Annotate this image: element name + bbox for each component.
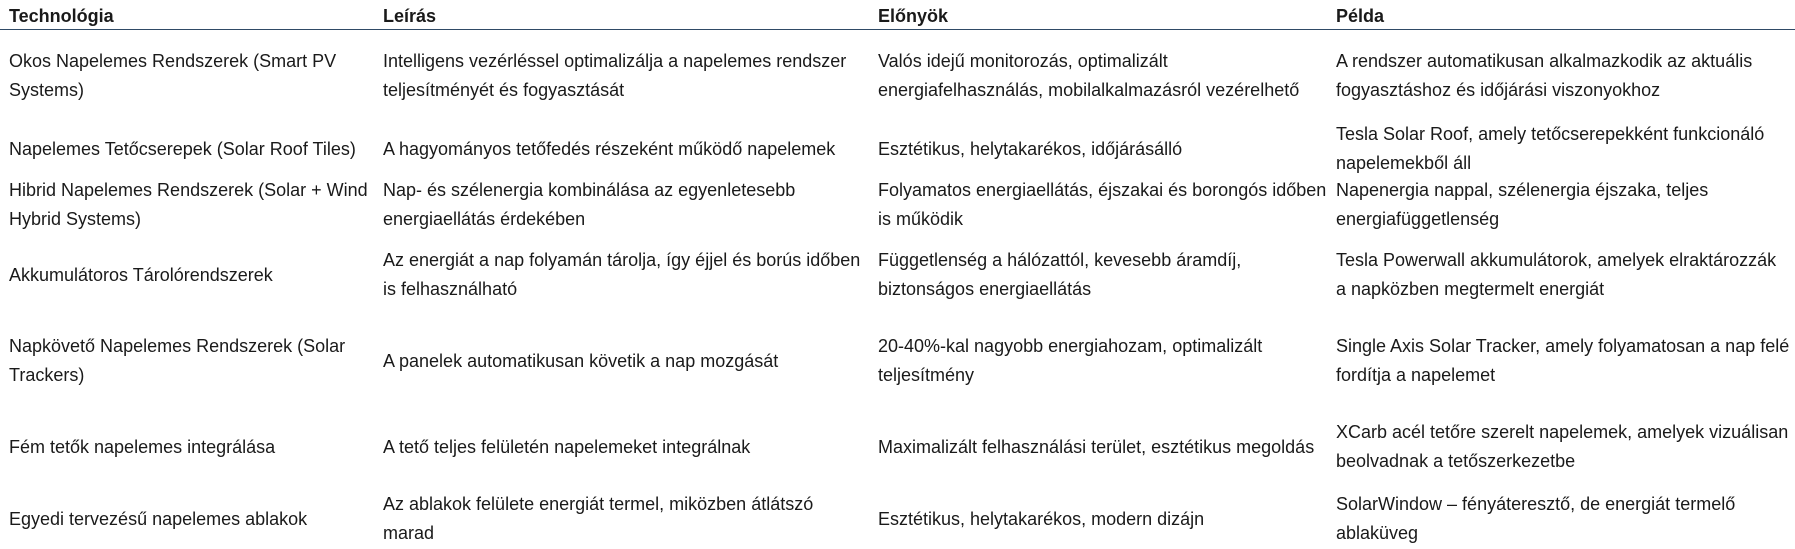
cell-benefits: Esztétikus, helytakarékos, modern dizájn [878,508,1205,529]
cell-benefits: Függetlenség a hálózattól, kevesebb áramdíj, biztonságos energiaellátás [878,250,1242,299]
cell-benefits: Folyamatos energiaellátás, éjszakai és borongós időben is működik [878,180,1327,229]
cell-technology: Hibrid Napelemes Rendszerek (Solar + Wind Hybrid Systems) [9,180,368,229]
table-row [0,120,1795,178]
cell-example: Tesla Solar Roof, amely tetőcserepekként funkcionáló napelemekből áll [1336,124,1765,173]
cell-description: Az energiát a nap folyamán tárolja, így éjjel és borús időben is felhasználható [383,250,861,299]
cell-technology: Napkövető Napelemes Rendszerek (Solar Trackers) [9,336,346,385]
header-example: Példa [1336,6,1385,26]
table-row [0,490,1795,548]
cell-benefits: Maximalizált felhasználási terület, esztétikus megoldás [878,436,1315,457]
header-technology: Technológia [9,6,114,26]
table-row [0,176,1795,234]
cell-example: Single Axis Solar Tracker, amely folyamatosan a nap felé fordítja a napelemet [1336,336,1790,385]
table-row [0,31,1795,120]
cell-benefits: Esztétikus, helytakarékos, időjárásálló [878,138,1183,159]
cell-example: A rendszer automatikusan alkalmazkodik az aktuális fogyasztáshoz és időjárási viszonyokhoz [1336,50,1753,100]
cell-example: XCarb acél tetőre szerelt napelemek, amelyek vizuálisan beolvadnak a tetőszerkezetbe [1336,422,1789,471]
cell-benefits: 20-40%-kal nagyobb energiahozam, optimalizált teljesítmény [878,336,1263,385]
cell-technology: Okos Napelemes Rendszerek (Smart PV Systems) [9,50,337,100]
table-row [0,332,1795,390]
cell-example: Napenergia nappal, szélenergia éjszaka, teljes energiafüggetlenség [1336,180,1709,229]
table-row [0,246,1795,304]
table-row [0,418,1795,476]
cell-description: Nap- és szélenergia kombinálása az egyenletesebb energiaellátás érdekében [383,180,796,229]
cell-description: A tető teljes felületén napelemeket integrálnak [383,436,751,457]
cell-example: Tesla Powerwall akkumulátorok, amelyek elraktározzák a napközben megtermelt energiát [1336,250,1777,299]
cell-description: A panelek automatikusan követik a nap mozgását [383,350,779,371]
table-header [0,0,1795,30]
cell-technology: Egyedi tervezésű napelemes ablakok [9,508,308,529]
cell-technology: Fém tetők napelemes integrálása [9,436,276,457]
cell-technology: Akkumulátoros Tárolórendszerek [9,264,273,285]
cell-description: A hagyományos tetőfedés részeként működő napelemek [383,138,836,159]
header-benefits: Előnyök [878,6,949,26]
cell-description: Az ablakok felülete energiát termel, miközben átlátszó marad [383,494,814,543]
cell-example: SolarWindow – fényáteresztő, de energiát termelő ablaküveg [1336,494,1736,543]
cell-description: Intelligens vezérléssel optimalizálja a napelemes rendszer teljesítményét és fogyasztását [383,50,847,100]
cell-benefits: Valós idejű monitorozás, optimalizált energiafelhasználás, mobilalkalmazásról vezérelhető [878,50,1300,100]
cell-technology: Napelemes Tetőcserepek (Solar Roof Tiles) [9,138,356,159]
header-description: Leírás [383,6,437,26]
